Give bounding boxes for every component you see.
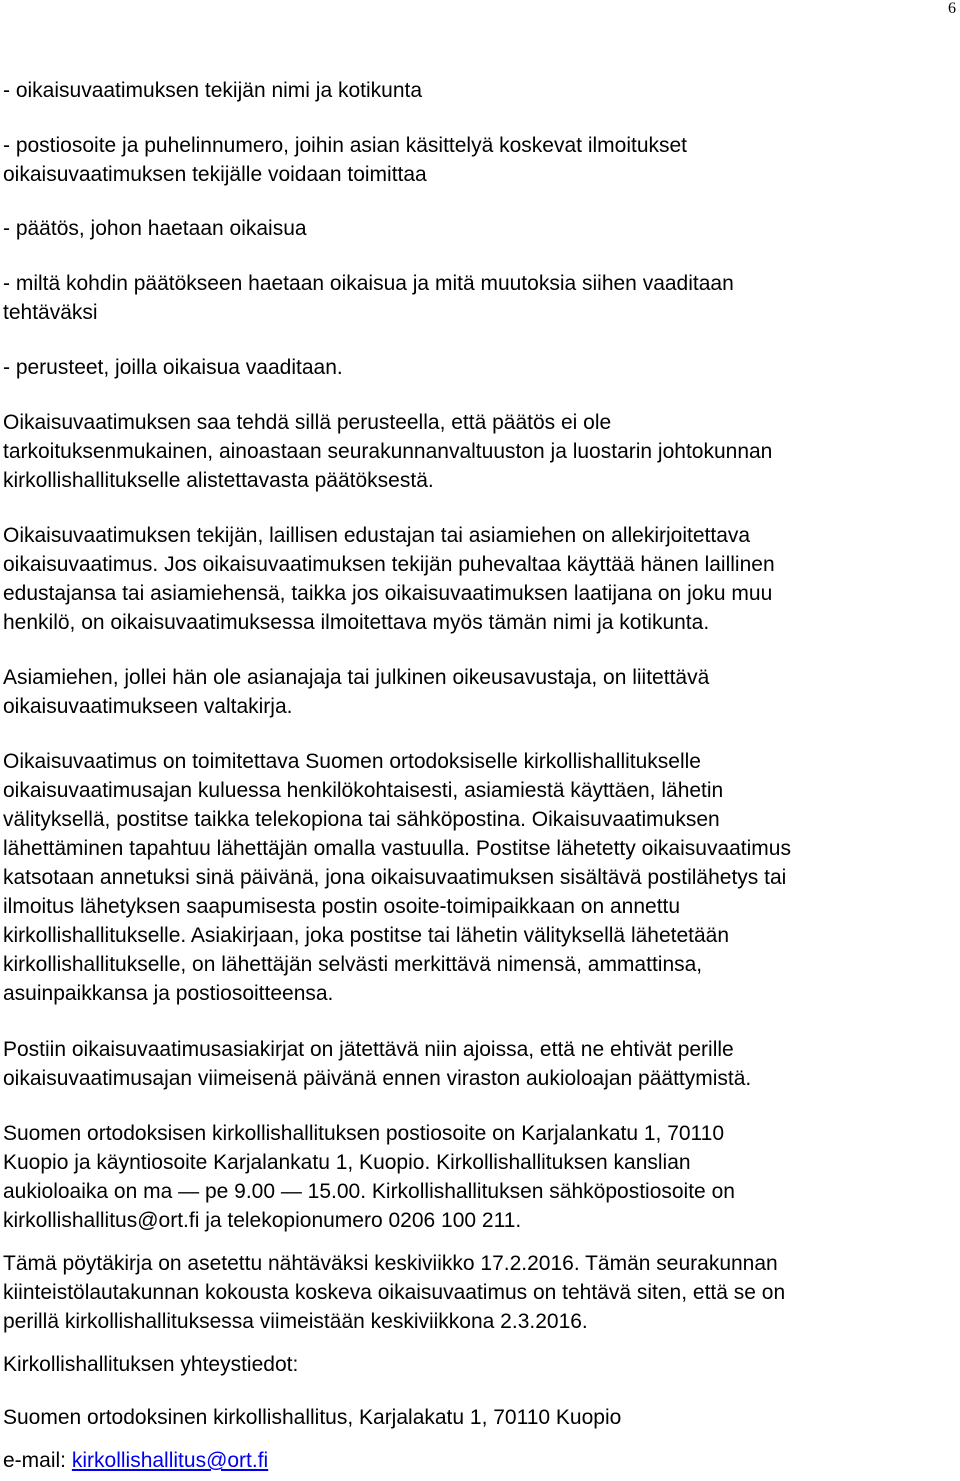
text-line: kirkollishallitukselle alistettavasta päätöksestä.	[3, 469, 434, 492]
text-line: kirkollishallitus@ort.fi ja telekopionumero 0206 100 211.	[3, 1209, 522, 1232]
text-line: - perusteet, joilla oikaisua vaaditaan.	[3, 356, 343, 379]
text-line: Kuopio ja käyntiosoite Karjalankatu 1, Kuopio. Kirkollishallituksen kanslian	[3, 1151, 691, 1174]
text-line: - postiosoite ja puhelinnumero, joihin asian käsittelyä koskevat ilmoitukset	[3, 134, 688, 157]
page-number: 6	[948, 0, 956, 17]
text-line: asuinpaikkansa ja postiosoitteensa.	[3, 982, 334, 1005]
text-line: kirkollishallitukselle. Asiakirjaan, joka postitse tai lähetin välityksellä lähetetään	[3, 924, 730, 947]
text-line: lähettäminen tapahtuu lähettäjän omalla vastuulla. Postitse lähetetty oikaisuvaatimus	[3, 837, 791, 860]
text-line: Oikaisuvaatimuksen saa tehdä sillä perusteella, että päätös ei ole	[3, 411, 612, 434]
text-line: perillä kirkollishallituksessa viimeistään keskiviikkona 2.3.2016.	[3, 1310, 588, 1333]
text-line: ilmoitus lähetyksen saapumisesta postin osoite-toimipaikkaan on annettu	[3, 895, 681, 918]
text-line: oikaisuvaatimusajan kuluessa henkilökohtaisesti, asiamiestä käyttäen, lähetin	[3, 779, 724, 802]
text-line: kirkollishallitukselle, on lähettäjän selvästi merkittävä nimensä, ammattinsa,	[3, 953, 703, 976]
text-line: välityksellä, postitse taikka telekopiona tai sähköpostina. Oikaisuvaatimuksen	[3, 808, 720, 831]
text-line: Suomen ortodoksisen kirkollishallituksen postiosoite on Karjalankatu 1, 70110	[3, 1122, 725, 1145]
text-line: Oikaisuvaatimuksen tekijän, laillisen edustajan tai asiamiehen on allekirjoitettava	[3, 524, 751, 547]
text-line: tarkoituksenmukainen, ainoastaan seurakunnanvaltuuston ja luostarin johtokunnan	[3, 440, 773, 463]
text-line: edustajansa tai asiamiehensä, taikka jos oikaisuvaatimuksen laatijana on joku muu	[3, 582, 773, 605]
text-line: - miltä kohdin päätökseen haetaan oikaisua ja mitä muutoksia siihen vaaditaan	[3, 272, 734, 295]
text-line: oikaisuvaatimusajan viimeisenä päivänä ennen viraston aukioloajan päättymistä.	[3, 1067, 752, 1090]
email-line	[3, 1447, 268, 1475]
text-line: oikaisuvaatimuksen tekijälle voidaan toimittaa	[3, 163, 427, 186]
text-line: oikaisuvaatimukseen valtakirja.	[3, 695, 293, 718]
text-line: Tämä pöytäkirja on asetettu nähtäväksi keskiviikko 17.2.2016. Tämän seurakunnan	[3, 1252, 778, 1275]
text-line: Postiin oikaisuvaatimusasiakirjat on jätettävä niin ajoissa, että ne ehtivät perille	[3, 1038, 734, 1061]
contact-address: Suomen ortodoksinen kirkollishallitus, Karjalakatu 1, 70110 Kuopio	[3, 1406, 622, 1429]
text-line: oikaisuvaatimus. Jos oikaisuvaatimuksen tekijän puhevaltaa käyttää hänen laillinen	[3, 553, 775, 576]
text-line: Asiamiehen, jollei hän ole asianajaja tai julkinen oikeusavustaja, on liitettävä	[3, 666, 710, 689]
text-line: kiinteistölautakunnan kokousta koskeva oikaisuvaatimus on tehtävä siten, että se on	[3, 1281, 786, 1304]
email-label: e-mail:	[3, 1449, 72, 1472]
text-line: Oikaisuvaatimus on toimitettava Suomen ortodoksiselle kirkollishallitukselle	[3, 750, 701, 773]
contact-heading: Kirkollishallituksen yhteystiedot:	[3, 1353, 299, 1376]
text-line: katsotaan annetuksi sinä päivänä, jona oikaisuvaatimuksen sisältävä postilähetys tai	[3, 866, 787, 889]
email-link[interactable]: kirkollishallitus@ort.fi	[71, 1449, 269, 1472]
text-line: henkilö, on oikaisuvaatimuksessa ilmoitettava myös tämän nimi ja kotikunta.	[3, 611, 710, 634]
text-line: aukioloaika on ma — pe 9.00 — 15.00. Kirkollishallituksen sähköpostiosoite on	[3, 1180, 735, 1203]
text-line: - päätös, johon haetaan oikaisua	[3, 217, 307, 240]
text-line: tehtäväksi	[3, 301, 98, 324]
text-line: - oikaisuvaatimuksen tekijän nimi ja kotikunta	[3, 79, 423, 102]
